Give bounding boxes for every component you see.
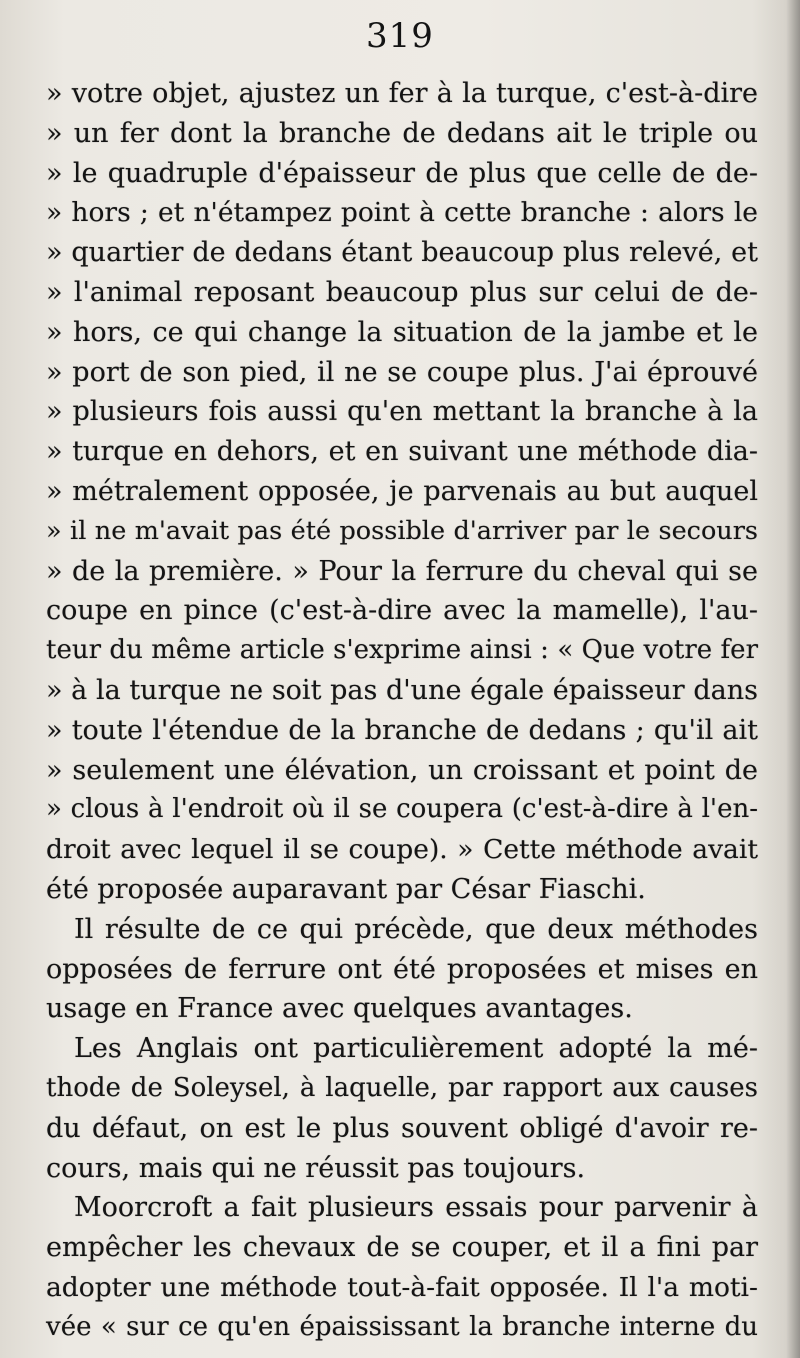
text-line: » quartier de dedans étant beaucoup plus relevé, et (46, 237, 758, 269)
text-line: cours, mais qui ne réussit pas toujours. (46, 1152, 586, 1184)
text-line: » port de son pied, il ne se coupe plus. J'ai éprouvé (46, 356, 758, 388)
text-line: droit avec lequel il se coupe). » Cette méthode avait (46, 834, 758, 866)
text-line: » hors, ce qui change la situation de la jambe et le (46, 316, 758, 348)
text-line: » l'animal reposant beaucoup plus sur celui de de- (46, 276, 758, 308)
text-line: thode de Soleysel, à laquelle, par rapport aux causes (46, 1072, 758, 1103)
text-line: » un fer dont la branche de dedans ait le triple ou (46, 117, 758, 149)
text-line: » turque en dehors, et en suivant une méthode dia- (46, 436, 758, 468)
text-line: » plusieurs fois aussi qu'en mettant la branche à la (46, 396, 758, 428)
text-line: » de la première. » Pour la ferrure du cheval qui se (46, 555, 758, 587)
text-line: été proposée auparavant par César Fiaschi. (46, 873, 646, 905)
text-line: vée « sur ce qu'en épaississant la branche interne du (46, 1311, 758, 1342)
paragraph-first-line: Les Anglais ont particulièrement adopté la mé- (74, 1033, 758, 1065)
text-line: » il ne m'avait pas été possible d'arriver par le secours (46, 515, 758, 546)
text-line: » hors ; et n'étampez point à cette branche : alors le (46, 197, 758, 229)
text-line: » à la turque ne soit pas d'une égale épaisseur dans (46, 674, 758, 706)
text-line: teur du même article s'exprime ainsi : « Que votre fer (46, 635, 758, 666)
text-line: » votre objet, ajustez un fer à la turque, c'est-à-dire (46, 78, 758, 109)
text-line: usage en France avec quelques avantages. (46, 993, 633, 1025)
text-line: » le quadruple d'épaisseur de plus que celle de de- (46, 157, 758, 189)
paragraph-first-line: Il résulte de ce qui précède, que deux méthodes (74, 913, 758, 945)
page-edge-shadow (786, 0, 800, 1358)
text-line: » seulement une élévation, un croissant et point de (46, 754, 758, 786)
text-line: adopter une méthode tout-à-fait opposée. Il l'a moti- (46, 1271, 758, 1303)
page-number: 319 (366, 16, 434, 56)
text-line: » clous à l'endroit où il se coupera (c'est-à-dire à l'en- (46, 794, 758, 825)
text-line: » métralement opposée, je parvenais au but auquel (46, 475, 758, 507)
text-line: empêcher les chevaux de se couper, et il a fini par (46, 1232, 758, 1264)
text-line: opposées de ferrure ont été proposées et mises en (46, 953, 758, 985)
paragraph-first-line: Moorcroft a fait plusieurs essais pour parvenir à (74, 1192, 758, 1224)
text-line: du défaut, on est le plus souvent obligé d'avoir re- (46, 1112, 758, 1144)
text-line: » toute l'étendue de la branche de dedans ; qu'il ait (46, 714, 758, 746)
body-text (46, 74, 758, 1348)
text-line: coupe en pince (c'est-à-dire avec la mamelle), l'au- (46, 595, 758, 627)
